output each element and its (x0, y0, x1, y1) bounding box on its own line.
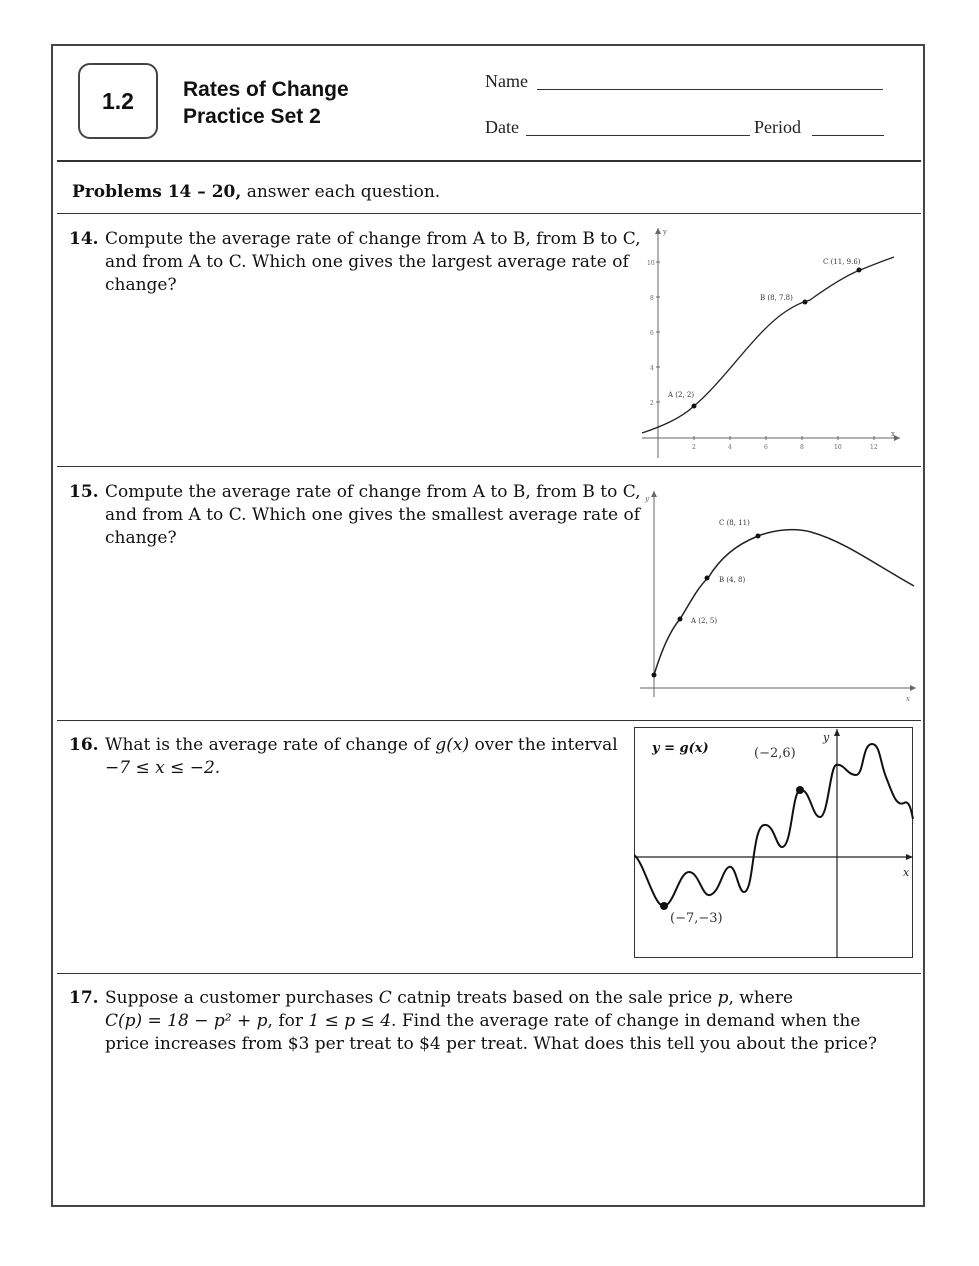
title-line-1: Rates of Change (183, 78, 349, 101)
point-max (796, 786, 804, 794)
divider-2 (57, 466, 921, 467)
problem-number: 15. (69, 482, 99, 502)
problem-text: over the interval (469, 735, 618, 755)
x-axis-label: x (906, 695, 910, 703)
x-tick-label: 6 (764, 444, 768, 451)
divider-1 (57, 213, 921, 214)
curve (642, 257, 894, 433)
name-label: Name (485, 71, 528, 91)
x-tick-label: 2 (692, 444, 696, 451)
point-a (692, 404, 697, 409)
instructions-bold: Problems 14 – 20, (72, 182, 242, 202)
y-axis-arrow (655, 228, 661, 234)
problem-text: , where (728, 988, 794, 1008)
y-axis-label: y (663, 228, 667, 236)
y-axis-label: y (823, 731, 830, 744)
x-tick-label: 8 (800, 444, 804, 451)
point-b (803, 300, 808, 305)
x-axis-label: x (891, 430, 895, 438)
y-tick-label: 8 (650, 295, 654, 302)
x-tick-label: 4 (728, 444, 732, 451)
point-min (660, 902, 668, 910)
curve (654, 530, 914, 675)
problem-line: Compute the average rate of change from A to B, from B to C, (105, 482, 641, 502)
instructions (72, 182, 440, 202)
section-number-badge (78, 63, 158, 139)
problem-line: and from A to C. Which one gives the largest average rate of (105, 252, 629, 272)
y-tick-label: 2 (650, 400, 654, 407)
function-label: y = g(x) (652, 741, 709, 756)
function-formula: C(p) = 18 − p² + p (105, 1011, 268, 1031)
title-line-2: Practice Set 2 (183, 105, 321, 128)
x-tick-label: 10 (834, 444, 842, 451)
problem-text: catnip treats based on the sale price (391, 988, 718, 1008)
divider-3 (57, 720, 921, 721)
variable-c: C (378, 988, 392, 1008)
y-axis-arrow (651, 491, 657, 497)
point-a (678, 617, 683, 622)
instructions-text: answer each question. (241, 182, 441, 202)
problem-text: What is the average rate of change of (105, 735, 436, 755)
problem-line: change? (105, 275, 177, 295)
point-c (756, 534, 761, 539)
x-tick-label: 12 (870, 444, 878, 451)
interval-notation: −7 ≤ x ≤ −2. (105, 758, 221, 778)
problem-line: change? (105, 528, 177, 548)
header-divider (57, 160, 921, 162)
graph-15 (636, 487, 920, 705)
point-max-label: (−2,6) (754, 746, 796, 761)
variable-p: p (717, 988, 729, 1008)
problem-number: 17. (69, 988, 99, 1008)
section-number: 1.2 (102, 87, 134, 114)
problem-text: . Find the average rate of change in demand when the (391, 1011, 861, 1031)
graph-16 (634, 727, 914, 959)
y-tick-label: 10 (647, 260, 655, 267)
x-axis-label: x (903, 866, 910, 879)
domain-inequality: 1 ≤ p ≤ 4 (308, 1011, 392, 1031)
point-c-label: C (8, 11) (719, 519, 750, 527)
problem-line: Compute the average rate of change from A to B, from B to C, (105, 229, 641, 249)
date-label: Date (485, 117, 519, 137)
problem-text: Suppose a customer purchases (105, 988, 379, 1008)
point-a-label: A (2, 5) (691, 617, 718, 625)
period-field[interactable] (812, 135, 884, 136)
period-label: Period (754, 117, 801, 137)
date-field[interactable] (526, 135, 750, 136)
name-field[interactable] (537, 89, 883, 90)
point-start (652, 673, 657, 678)
problem-number: 16. (69, 735, 99, 755)
x-axis-arrow (910, 685, 916, 691)
divider-4 (57, 973, 921, 974)
point-min-label: (−7,−3) (670, 911, 723, 926)
point-b (705, 576, 710, 581)
point-b-label: B (4, 8) (719, 576, 746, 584)
y-axis-label: y (645, 495, 649, 503)
graph-14 (630, 222, 910, 462)
point-a-label: A (2, 2) (668, 391, 695, 399)
problem-text: , for (267, 1011, 309, 1031)
point-c-label: C (11, 9.6) (823, 258, 861, 266)
problem-line: and from A to C. Which one gives the smallest average rate of (105, 505, 641, 525)
function-notation: g(x) (435, 735, 470, 755)
point-b-label: B (8, 7.8) (760, 294, 793, 302)
worksheet-title (183, 76, 349, 130)
y-tick-label: 4 (650, 365, 654, 372)
point-c (857, 268, 862, 273)
problem-line: price increases from $3 per treat to $4 per treat. What does this tell you about the price? (105, 1034, 878, 1054)
y-tick-label: 6 (650, 330, 654, 337)
problem-number: 14. (69, 229, 99, 249)
